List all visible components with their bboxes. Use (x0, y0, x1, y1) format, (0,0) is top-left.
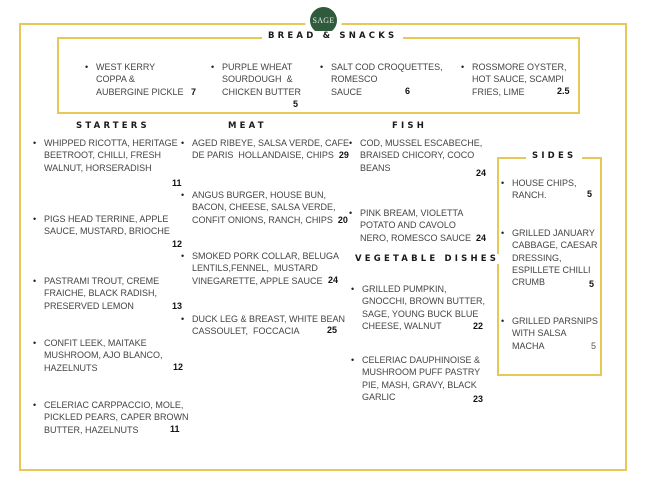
item-line: CELERIAC CARPPACCIO, MOLE, (44, 400, 184, 410)
item-price: 11 (170, 424, 180, 434)
item-line: GNOCCHI, BROWN BUTTER, (362, 296, 485, 307)
item-line: AGED RIBEYE, SALSA VERDE, CAFE (192, 138, 350, 148)
item-line: FRIES, LIME (472, 86, 525, 97)
item-line: GARLIC (362, 391, 396, 402)
bullet-icon: • (181, 251, 185, 261)
item-price: 25 (327, 325, 338, 335)
item-line: DUCK LEG & BREAST, WHITE BEAN (192, 314, 346, 324)
section-title-fish: FISH (392, 121, 428, 131)
item-line: WHIPPED RICOTTA, HERITAGE (44, 138, 178, 148)
item-line: HAZELNUTS (44, 362, 98, 373)
item-line: SAUCE, MUSTARD, BRIOCHE (44, 226, 170, 237)
item-line: DRESSING, (512, 252, 562, 263)
item-line: PURPLE WHEAT (222, 62, 293, 72)
item-line: CHICKEN BUTTER (222, 86, 302, 97)
item-line: CASSOULET, FOCCACIA (192, 326, 300, 337)
menu-item (33, 213, 170, 238)
section-title-starters: STARTERS (76, 121, 150, 131)
item-price: 24 (476, 168, 487, 178)
menu-item (461, 61, 567, 98)
item-line: CONFIT LEEK, MAITAKE (44, 338, 147, 348)
item-line: NERO, ROMESCO SAUCE 24 (360, 232, 487, 243)
bullet-icon: • (351, 284, 355, 294)
menu-item (501, 315, 598, 352)
item-line: PICKLED PEARS, CAPER BROWN (44, 412, 189, 423)
item-line: BEANS (360, 162, 391, 173)
item-line: WEST KERRY (96, 62, 156, 72)
item-line: HOUSE CHIPS, (512, 178, 577, 188)
item-line: PASTRAMI TROUT, CREME (44, 276, 160, 286)
section-title-vegetable-dishes: VEGETABLE DISHES (355, 254, 500, 264)
menu-item (211, 61, 302, 98)
menu-item (349, 207, 487, 244)
item-line: CRUMB (512, 277, 545, 288)
item-line: ROSSMORE OYSTER, (472, 62, 567, 72)
item-price: 5 (587, 189, 593, 199)
item-price: 6 (405, 86, 411, 96)
item-price: 29 (338, 150, 349, 161)
item-price: 5 (591, 341, 597, 351)
item-line: VINEGARETTE, APPLE SAUCE (192, 275, 323, 286)
menu-item (349, 137, 483, 174)
bullet-icon: • (351, 355, 355, 365)
bullet-icon: • (181, 190, 185, 200)
item-line: CONFIT ONIONS, RANCH, CHIPS 20 (192, 214, 348, 225)
section-title-sides: SIDES (526, 151, 582, 161)
bullet-icon: • (349, 138, 353, 148)
item-line: BUTTER, HAZELNUTS (44, 424, 139, 435)
item-line: BACON, CHEESE, SALSA VERDE, (192, 202, 336, 213)
menu-item (181, 189, 348, 226)
item-line: MUSHROOM, AJO BLANCO, (44, 350, 163, 361)
item-line: POTATO AND CAVOLO (360, 220, 456, 231)
item-price: 12 (172, 239, 183, 249)
item-price: 5 (293, 99, 299, 109)
item-line: BRAISED CHICORY, COCO (360, 150, 475, 161)
item-line: MACHA (512, 340, 545, 351)
menu-item (181, 137, 350, 162)
bullet-icon: • (349, 208, 353, 218)
bullet-icon: • (211, 62, 215, 72)
menu-item (33, 337, 163, 374)
item-line: GRILLED PARSNIPS (512, 316, 598, 326)
menu-item (33, 275, 160, 312)
bullet-icon: • (181, 138, 185, 148)
item-price: 13 (172, 301, 183, 311)
bullet-icon: • (33, 276, 37, 286)
item-price: 24 (476, 232, 487, 243)
item-line: ROMESCO (331, 74, 378, 85)
item-line: COPPA & (96, 74, 135, 85)
item-line: RANCH. (512, 190, 547, 201)
item-line: WITH SALSA (512, 328, 567, 339)
item-line: BEETROOT, CHILLI, FRESH (44, 150, 162, 161)
bullet-icon: • (320, 62, 324, 72)
item-line: ANGUS BURGER, HOUSE BUN, (192, 190, 327, 200)
section-title-meat: MEAT (228, 121, 267, 131)
menu-item (85, 61, 197, 98)
item-price: 2.5 (557, 86, 570, 96)
menu-item (320, 61, 443, 98)
bullet-icon: • (85, 62, 89, 72)
menu-item (501, 227, 598, 288)
item-line: COD, MUSSEL ESCABECHE, (360, 138, 483, 148)
item-line: AUBERGINE PICKLE 7 (96, 86, 197, 97)
item-price: 23 (473, 394, 484, 404)
bullet-icon: • (501, 316, 505, 326)
menu-item (181, 313, 346, 338)
item-line: GRILLED JANUARY (512, 228, 595, 238)
item-price: 12 (173, 362, 184, 372)
item-line: PRESERVED LEMON (44, 300, 134, 311)
bullet-icon: • (181, 314, 185, 324)
item-line: SAGE, YOUNG BUCK BLUE (362, 308, 479, 319)
bullet-icon: • (33, 338, 37, 348)
sage-logo (310, 7, 337, 34)
item-price: 11 (172, 178, 182, 188)
item-line: FRAICHE, BLACK RADISH, (44, 288, 158, 299)
bullet-icon: • (501, 178, 505, 188)
menu-item (33, 399, 189, 436)
menu-item (181, 250, 340, 287)
item-line: LENTILS,FENNEL, MUSTARD (192, 263, 318, 274)
item-line: GRILLED PUMPKIN, (362, 284, 447, 294)
item-line: MUSHROOM PUFF PASTRY (362, 367, 481, 378)
logo-text: SAGE (312, 16, 335, 25)
item-line: SAUCE (331, 86, 363, 97)
item-price: 20 (337, 214, 348, 225)
menu-item (351, 354, 481, 403)
item-line: CHEESE, WALNUT (362, 320, 442, 331)
item-line: SOURDOUGH & (222, 74, 293, 85)
item-price: 5 (589, 279, 595, 289)
item-price: 7 (191, 86, 197, 97)
menu-item (351, 283, 485, 332)
item-line: PIE, MASH, GRAVY, BLACK (362, 379, 477, 390)
item-line: PIGS HEAD TERRINE, APPLE (44, 214, 169, 224)
bullet-icon: • (33, 138, 37, 148)
bullet-icon: • (33, 214, 37, 224)
bullet-icon: • (461, 62, 465, 72)
bullet-icon: • (33, 400, 37, 410)
bullet-icon: • (501, 228, 505, 238)
item-line: WALNUT, HORSERADISH (44, 162, 152, 173)
item-line: CELERIAC DAUPHINOISE & (362, 355, 481, 365)
item-line: SMOKED PORK COLLAR, BELUGA (192, 251, 340, 261)
item-price: 24 (328, 275, 339, 285)
item-line: PINK BREAM, VIOLETTA (360, 208, 464, 218)
menu-item (33, 137, 178, 174)
item-line: CABBAGE, CAESAR (512, 240, 598, 251)
item-price: 22 (473, 321, 484, 331)
item-line: DE PARIS HOLLANDAISE, CHIPS 29 (192, 150, 349, 161)
item-line: HOT SAUCE, SCAMPI (472, 74, 564, 85)
item-line: SALT COD CROQUETTES, (331, 62, 443, 72)
item-line: ESPILLETE CHILLI (512, 264, 591, 275)
section-title-bread-snacks: BREAD & SNACKS (262, 31, 403, 41)
menu-item (501, 177, 577, 202)
